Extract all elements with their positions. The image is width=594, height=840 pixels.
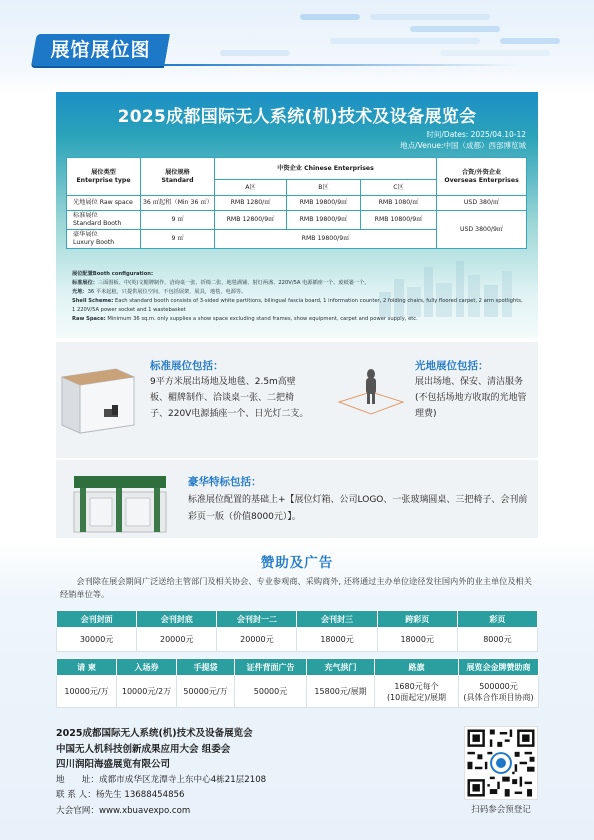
sponsor-item-header: 展览会金牌赞助商: [459, 659, 539, 676]
zone-b-header: B区: [287, 180, 361, 196]
cell-standard: 36 ㎡起租（Min 36 ㎡）: [141, 196, 215, 211]
registration-qr-code[interactable]: [464, 726, 538, 800]
cell-zone-b: RMB 19800/9㎡: [287, 196, 361, 211]
shell-config-label: Shell Scheme:: [72, 298, 114, 304]
sponsor-item-price: 30000元: [57, 628, 137, 652]
sponsor-title: 赞助及广告: [260, 555, 334, 571]
standard-booth-image: [58, 365, 140, 435]
col-header-standard: 展位规格 Standard: [141, 158, 215, 196]
sponsor-item-header: 彩页: [457, 611, 537, 628]
sponsor-item-price: 50000元/万: [177, 676, 235, 708]
sponsor-item-price: 8000元: [457, 628, 537, 652]
cell-merged-price: RMB 19800/9㎡: [215, 230, 437, 249]
sponsor-item-price: 10000元/万: [57, 676, 117, 708]
raw-config-text: 36 平米起租，只提供展位空间，不包括展架，展具，地毯，电源等。: [87, 289, 247, 295]
sponsor-item-header: 手提袋: [177, 659, 235, 676]
sponsor-item-price: 50000元: [235, 676, 307, 708]
cell-standard: 9 ㎡: [141, 230, 215, 249]
table-row: [67, 196, 527, 211]
organizer-line-2: 中国无人机科技创新成果应用大会 组委会: [56, 743, 231, 755]
standard-booth-title: 标准展位包括：: [150, 360, 224, 372]
rawen-config-text: Minimum 36 sq.m. only supplies a show space excluding stand frames, show equipment, carpet and power supply, etc.: [107, 316, 418, 322]
raw-space-image: [335, 362, 407, 418]
cell-zone-b: RMB 19800/9㎡: [287, 211, 361, 230]
cell-foreign: USD 380/㎡: [437, 196, 527, 211]
raw-space-title: 光地展位包括：: [415, 360, 489, 372]
sponsor-item-price: 20000元: [137, 628, 217, 652]
sponsor-item-header: 会刊封一二: [217, 611, 297, 628]
cell-standard: 9 ㎡: [141, 211, 215, 230]
sponsor-item-header: 证件背面广告: [235, 659, 307, 676]
cell-zone-c: RMB 1080/㎡: [361, 196, 437, 211]
std-config-label: 标准展位：: [72, 280, 98, 286]
sponsor-item-price: 20000元: [217, 628, 297, 652]
luxury-booth-title: 豪华特标包括：: [188, 476, 262, 488]
rawen-config-label: Raw Space:: [72, 316, 106, 322]
cell-zone-a: RMB 1280/㎡: [215, 196, 287, 211]
sponsor-item-header: 会刊封底: [137, 611, 217, 628]
sponsor-item-header: 会刊封面: [57, 611, 137, 628]
title-underline: [160, 64, 520, 66]
expo-info-panel: [56, 92, 538, 338]
sponsor-item-header: 入场券: [117, 659, 177, 676]
sponsor-table-1: [56, 610, 538, 652]
section-title: 展馆展位图: [50, 39, 151, 61]
sponsor-item-header: 充气拱门: [307, 659, 375, 676]
organizer-website[interactable]: 大会官网：www.xbuavexpo.com: [56, 805, 191, 816]
raw-config-label: 光地：: [72, 289, 88, 295]
sponsor-item-price: 10000元/2万: [117, 676, 177, 708]
sponsor-item-header: 请 柬: [57, 659, 117, 676]
sponsor-item-price: 18000元: [377, 628, 457, 652]
sponsor-item-price: 500000元 (具体合作项目协商): [459, 676, 539, 708]
standard-booth-text: 9平方米展出场地及地毯、2.5m高壁板、楣牌制作、洽谈桌一张、二把椅子、220V电源插座一个、日光灯二支。: [150, 377, 309, 419]
sponsor-item-price: 15800元/展期: [307, 676, 375, 708]
expo-venue: 地点/Venue:中国（成都）西部博览城: [400, 141, 526, 150]
cell-type: 标准展位 Standard Booth: [67, 211, 141, 230]
expo-dates: 时间/Dates: 2025/04.10-12: [426, 130, 526, 139]
raw-space-text: 展出场地、保安、清洁服务(不包括场地方收取的光地管理费): [415, 377, 527, 419]
luxury-booth-image: [70, 468, 170, 536]
std-config-text: 三面围板、中(英)文楣牌制作、洽询桌一张、折椅二张、地毯满铺、射灯两盏、220V/5A 电源插座一个、废纸篓一个。: [97, 280, 370, 286]
cell-type: 豪华展位 Luxury Booth: [67, 230, 141, 249]
section-title-badge: [31, 34, 170, 66]
col-header-type: 展位类型 Enterprise type: [67, 158, 141, 196]
organizer-address: 地 址：成都市成华区龙潭寺上东中心4栋21层2108: [56, 774, 267, 785]
shell-config-text: Each standard booth consists of 3-sided white partitions, bilingual fascia board, 1 information counter, 2 folding chairs, fully floored carpet, 2 arm spotlights, 1 220V/5A power socket and 1 wastebasket: [72, 298, 523, 313]
sponsor-item-header: 路旗: [375, 659, 459, 676]
sponsor-item-price: 1680元每个 (10面起定)/展期: [375, 676, 459, 708]
col-header-foreign: 合资/外资企业 Overseas Enterprises: [437, 158, 527, 196]
cell-zone-c: RMB 10800/9㎡: [361, 211, 437, 230]
sponsor-item-price: 18000元: [297, 628, 377, 652]
cell-type: 光地展位 Raw space: [67, 196, 141, 211]
qr-caption: 扫码参会预登记: [471, 805, 531, 815]
sponsor-table-2: [56, 658, 539, 708]
zone-a-header: A区: [215, 180, 287, 196]
organizer-line-3: 四川润阳海盛展览有限公司: [56, 759, 171, 770]
organizer-contact: 联 系 人：杨先生 13688454856: [56, 790, 185, 800]
zone-c-header: C区: [361, 180, 437, 196]
booth-price-table: [66, 157, 527, 249]
col-header-domestic: 中资企业 Chinese Enterprises: [215, 158, 437, 180]
sponsor-intro: 会刊除在展会期间广泛送给主管部门及相关协会、专业参观商、采购商外, 还将通过主办单位途径发往国内外的业主单位及相关经销单位等。: [60, 576, 532, 599]
sponsor-item-header: 会刊封三: [297, 611, 377, 628]
expo-title: 2025成都国际无人系统(机)技术及设备展览会: [117, 107, 477, 127]
sponsor-item-header: 跨彩页: [377, 611, 457, 628]
organizer-info: [56, 726, 266, 819]
cell-foreign: USD 3800/9㎡: [437, 211, 527, 249]
table-row: [67, 211, 527, 230]
config-heading: 展位配置Booth configuration:: [72, 271, 154, 277]
page-header: [0, 0, 594, 92]
cell-zone-a: RMB 12800/9㎡: [215, 211, 287, 230]
booth-config-notes: [72, 270, 524, 324]
luxury-booth-text: 标准展位配置的基础上+【展位灯箱、公司LOGO、一张玻璃圆桌、三把椅子、会刊前彩页一版（价值8000元）】。: [188, 495, 528, 522]
organizer-line-1: 2025成都国际无人系统(机)技术及设备展览会: [56, 728, 253, 739]
